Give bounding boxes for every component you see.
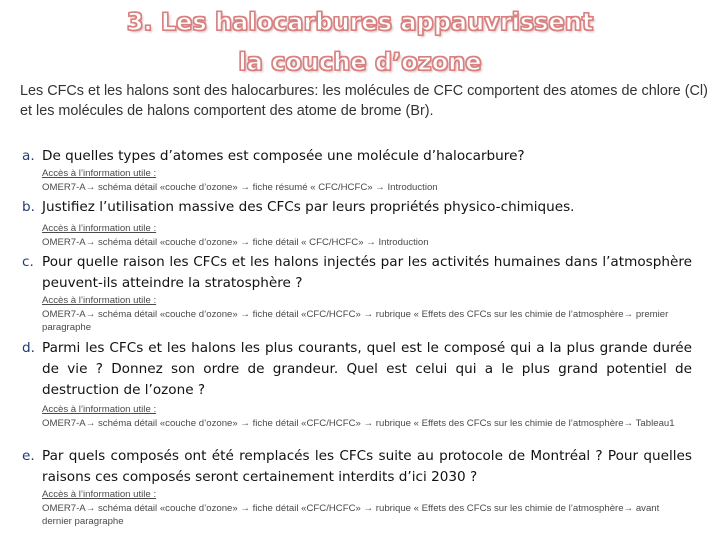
info-label-link[interactable]: Accès à l’information utile :	[42, 489, 157, 500]
info-path: OMER7-A→ schéma détail «couche d’ozone» → fiche détail «CFC/HCFC» → rubrique « Effets des CFCs sur les chimie de l’atmosphère→ premier paragraphe	[42, 308, 669, 333]
info-label-link[interactable]: Accès à l’information utile :	[42, 223, 157, 234]
info-path: OMER7-A→ schéma détail «couche d’ozone» → fiche détail «CFC/HCFC» → rubrique « Effets des CFCs sur les chimie de l’atmosphère→ avant dernier paragraphe	[42, 502, 660, 527]
info-d	[42, 403, 682, 430]
slide-title-line-1: 3. Les halocarbures appauvrissent	[126, 8, 594, 36]
info-path: OMER7-A→ schéma détail «couche d’ozone» → fiche détail « CFC/HCFC» → Introduction	[42, 236, 429, 248]
question-a	[22, 146, 692, 167]
question-e	[22, 446, 692, 488]
question-text: Parmi les CFCs et les halons les plus courants, quel est le composé qui a la plus grande durée de vie ? Donnez son ordre de grandeur. Quel est celui qui a le plus grand potentiel de destruction de l’ozone ?	[42, 340, 692, 398]
info-path: OMER7-A→ schéma détail «couche d’ozone» → fiche détail «CFC/HCFC» → rubrique « Effets des CFCs sur les chimie de l’atmosphère→ Tableau1	[42, 417, 675, 429]
info-e	[42, 488, 682, 529]
question-d	[22, 338, 692, 401]
info-label-link[interactable]: Accès à l’information utile :	[42, 168, 157, 179]
info-a	[42, 167, 682, 194]
info-path: OMER7-A→ schéma détail «couche d’ozone» → fiche résumé « CFC/HCFC» → Introduction	[42, 181, 438, 193]
question-letter: e.	[22, 448, 35, 464]
intro-paragraph: Les CFCs et les halons sont des halocarbures: les molécules de CFC comportent des atomes de chlore (Cl) et les molécules de halons comportent des atome de brome (Br).	[20, 83, 708, 119]
question-letter: c.	[22, 254, 34, 270]
question-letter: a.	[22, 148, 35, 164]
info-c	[42, 294, 682, 335]
question-b	[22, 197, 692, 218]
info-label-link[interactable]: Accès à l’information utile :	[42, 404, 157, 415]
question-c	[22, 252, 692, 294]
question-text: Par quels composés ont été remplacés les CFCs suite au protocole de Montréal ? Pour quelles raisons ces composés seront certainement interdits d’ici 2030 ?	[42, 448, 692, 485]
question-text: Justifiez l’utilisation massive des CFCs par leurs propriétés physico-chimiques.	[42, 199, 575, 215]
info-b	[42, 222, 682, 249]
question-text: Pour quelle raison les CFCs et les halons injectés par les activités humaines dans l’atmosphère peuvent-ils atteindre la stratosphère ?	[42, 254, 692, 291]
question-text: De quelles types d’atomes est composée une molécule d’halocarbure?	[42, 148, 525, 164]
info-label-link[interactable]: Accès à l’information utile :	[42, 295, 157, 306]
slide-title-line-2: la couche d’ozone	[238, 48, 482, 76]
question-letter: b.	[22, 199, 35, 215]
question-letter: d.	[22, 340, 35, 356]
